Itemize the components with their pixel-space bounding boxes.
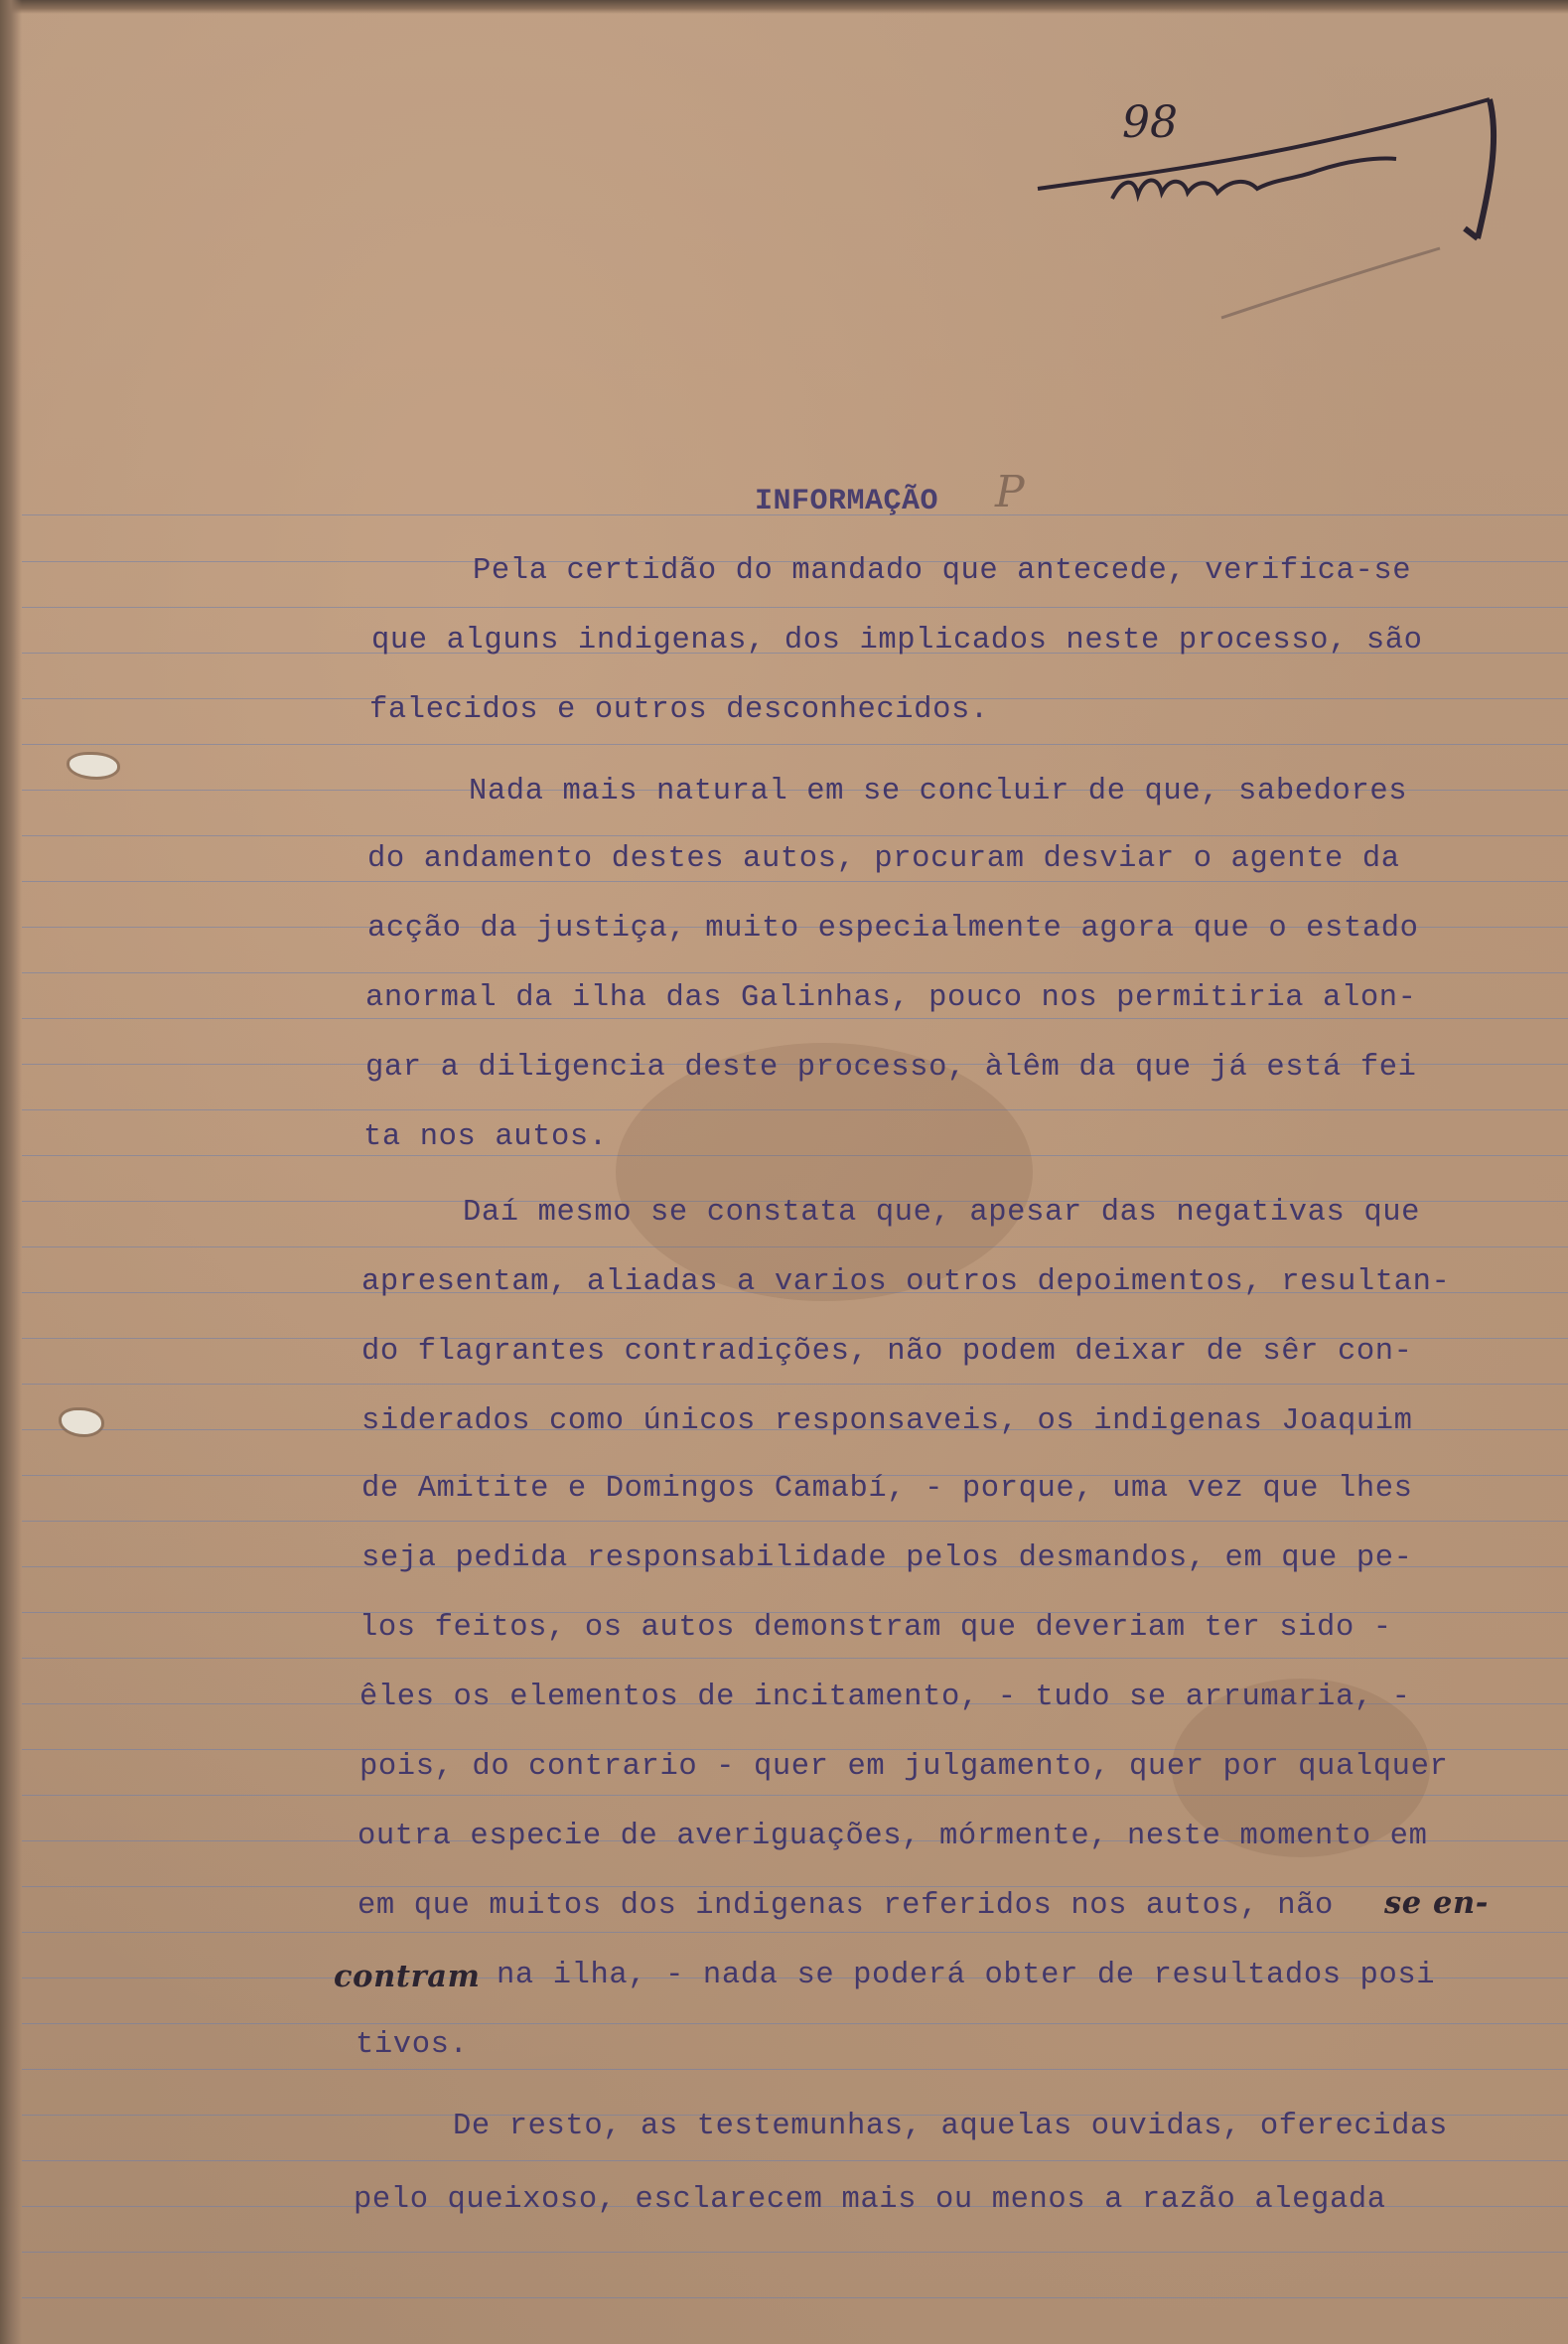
ruled-line — [22, 1658, 1568, 1659]
ruled-line — [22, 1886, 1568, 1887]
annotation-stroke — [1038, 99, 1490, 189]
page-left-edge — [0, 0, 22, 2344]
text-line: Nada mais natural em se concluir de que, sabedores — [469, 775, 1408, 808]
ruled-line — [22, 1521, 1568, 1522]
ruled-line — [22, 1018, 1568, 1019]
ruled-line — [22, 2023, 1568, 2024]
ruled-line — [22, 2297, 1568, 2298]
handwritten-annotation — [1023, 79, 1519, 338]
text-line: seja pedida responsabilidade pelos desmandos, em que pe- — [361, 1541, 1413, 1575]
text-line: anormal da ilha das Galinhas, pouco nos permitiria alon- — [365, 981, 1417, 1015]
text-line: los feitos, os autos demonstram que deveriam ter sido - — [359, 1611, 1392, 1645]
ruled-line — [22, 835, 1568, 836]
text-line: na ilha, - nada se poderá obter de resultados posi — [497, 1959, 1436, 1992]
annotation-number: 98 — [1122, 97, 1178, 148]
ruled-line — [22, 744, 1568, 745]
ruled-line — [22, 607, 1568, 608]
text-line: em que muitos dos indigenas referidos nos autos, não — [357, 1889, 1334, 1923]
heading-mark: P — [995, 467, 1025, 517]
text-line: falecidos e outros desconhecidos. — [369, 693, 989, 727]
ruled-line — [22, 1384, 1568, 1385]
ruled-line — [22, 2069, 1568, 2070]
annotation-faint-stroke — [1221, 248, 1440, 318]
ruled-line — [22, 2252, 1568, 2253]
text-line: tivos. — [356, 2028, 469, 2062]
text-line: gar a diligencia deste processo, àlêm da que já está fei — [365, 1051, 1417, 1085]
ruled-line — [22, 972, 1568, 973]
text-line: Daí mesmo se constata que, apesar das negativas que — [463, 1196, 1421, 1230]
text-line: ta nos autos. — [363, 1120, 608, 1154]
text-line: acção da justiça, muito especialmente agora que o estado — [367, 912, 1419, 946]
ruled-line — [22, 2160, 1568, 2161]
text-line: do flagrantes contradições, não podem deixar de sêr con- — [361, 1335, 1413, 1369]
text-line: pelo queixoso, esclarecem mais ou menos a razão alegada — [354, 2183, 1386, 2217]
text-line: que alguns indigenas, dos implicados neste processo, são — [371, 624, 1423, 658]
annotation-signature — [1112, 159, 1396, 200]
text-line: de Amitite e Domingos Camabí, - porque, uma vez que lhes — [361, 1472, 1413, 1506]
ruled-line — [22, 1932, 1568, 1933]
text-line: Pela certidão do mandado que antecede, verifica-se — [473, 554, 1412, 588]
text-line: outra especie de averiguações, mórmente, neste momento em — [357, 1820, 1428, 1853]
document-heading: INFORMAÇÃO — [755, 485, 939, 518]
text-line: êles os elementos de incitamento, - tudo se arrumaria, - — [359, 1681, 1411, 1714]
text-line: pois, do contrario - quer em julgamento, quer por qualquer — [359, 1750, 1449, 1784]
ruled-line — [22, 881, 1568, 882]
text-line: siderados como únicos responsaveis, os indigenas Joaquim — [361, 1404, 1413, 1438]
annotation-flourish — [1465, 99, 1494, 238]
text-line: do andamento destes autos, procuram desviar o agente da — [367, 842, 1400, 876]
text-line: De resto, as testemunhas, aquelas ouvidas, oferecidas — [453, 2110, 1448, 2143]
handwritten-insert: contram — [334, 1959, 481, 1994]
text-line: apresentam, aliadas a varios outros depoimentos, resultan- — [361, 1265, 1451, 1299]
handwritten-insert: se en- — [1384, 1885, 1490, 1921]
